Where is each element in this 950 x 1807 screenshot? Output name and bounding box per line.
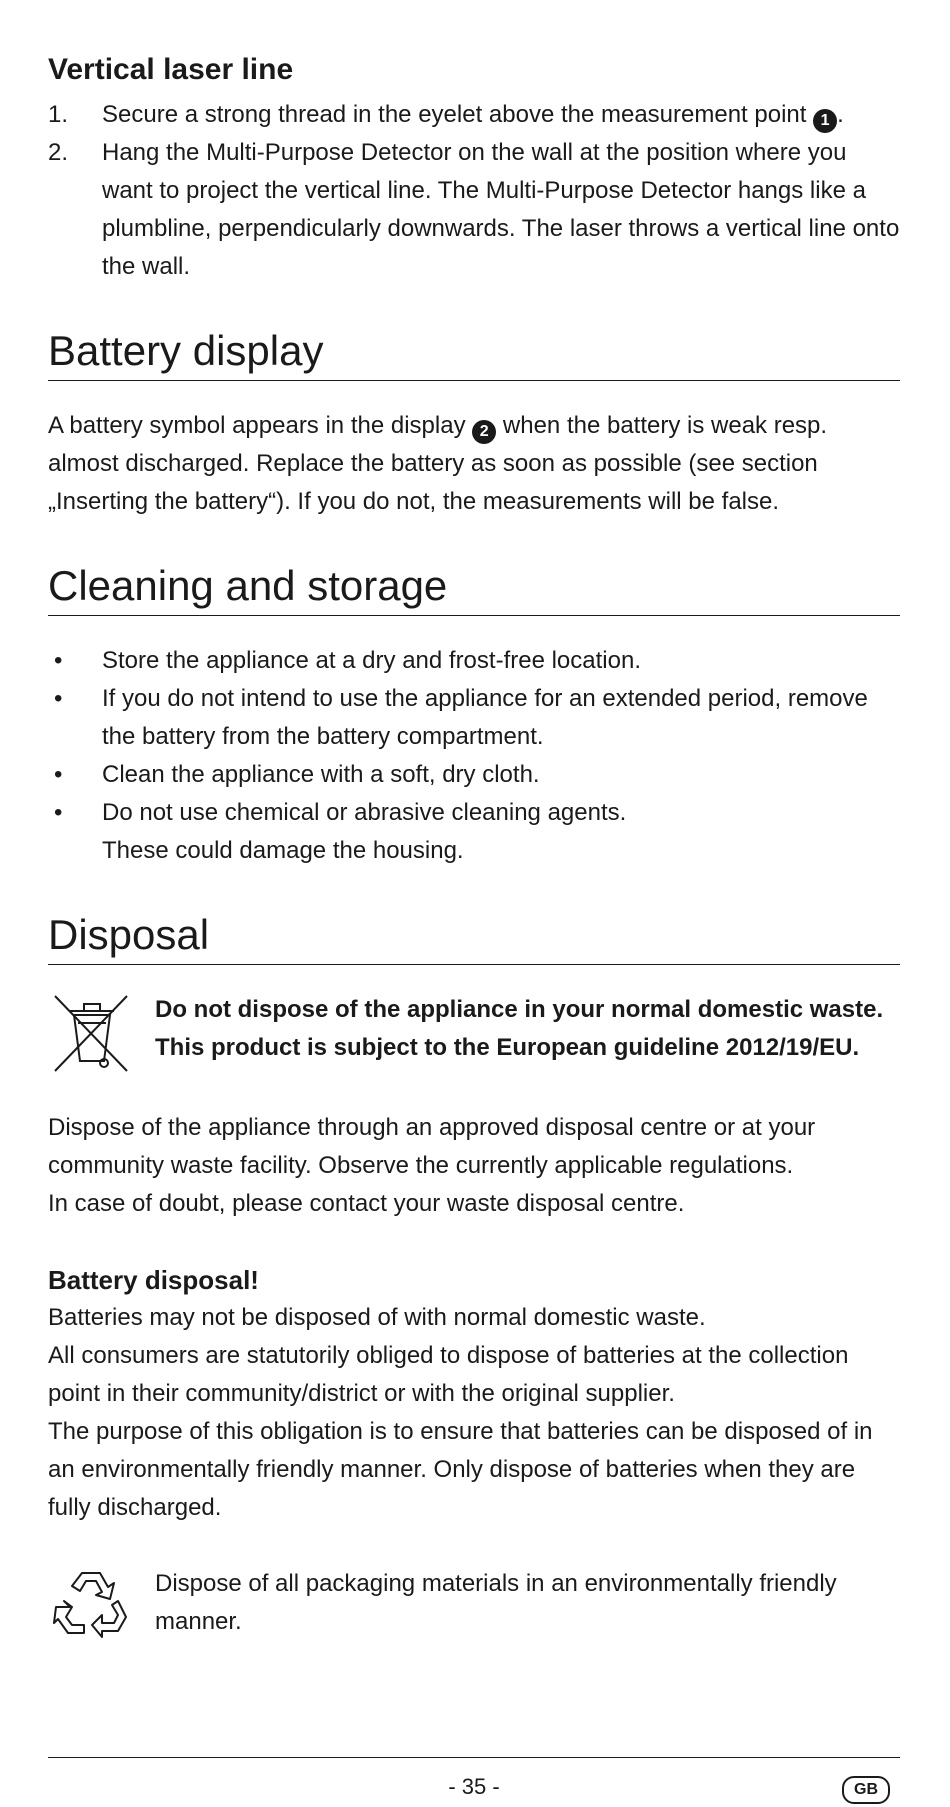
packaging-block	[48, 1565, 900, 1645]
step-text-end: .	[837, 101, 844, 128]
country-badge: GB	[842, 1776, 890, 1804]
list-item	[48, 642, 900, 680]
step-number: 1.	[48, 101, 69, 128]
page-footer	[48, 1757, 900, 1807]
step-item	[48, 134, 900, 286]
page-content	[48, 52, 900, 1645]
battery-display-paragraph	[48, 407, 900, 521]
packaging-text: Dispose of all packaging materials in an environmentally friendly manner.	[155, 1570, 837, 1635]
bullet-icon: •	[54, 685, 63, 712]
disposal-warning-text: Do not dispose of the appliance in your normal domestic waste. This product is subject to the European guideline 2012/19/EU.	[155, 996, 884, 1061]
battery-display-heading: Battery display	[48, 326, 900, 381]
vertical-laser-heading: Vertical laser line	[48, 53, 294, 86]
bullet-icon: •	[54, 647, 63, 674]
bullet-icon: •	[54, 799, 63, 826]
reference-number-icon: 2	[472, 420, 496, 444]
battery-display-text: A battery symbol appears in the display	[48, 412, 473, 439]
list-item-text: Do not use chemical or abrasive cleaning agents.	[102, 799, 627, 826]
battery-disposal-line2: All consumers are statutorily obliged to dispose of batteries at the collection point in their community/district or with the original supplier.	[48, 1342, 849, 1407]
battery-display-text-end: when the battery is weak resp. almost discharged. Replace the battery as soon as possible (see section „Inserting the battery“). If you do not, the measurements will be false.	[48, 412, 828, 515]
step-item	[48, 96, 900, 134]
step-text: Secure a strong thread in the eyelet above the measurement point	[102, 101, 814, 128]
step-text: Hang the Multi-Purpose Detector on the wall at the position where you want to project the vertical line. The Multi-Purpose Detector hangs like a plumbline, perpendicularly downwards. The laser throws a vertical line onto the wall.	[102, 139, 900, 280]
step-number: 2.	[48, 139, 69, 166]
battery-disposal-heading: Battery disposal!	[48, 1265, 259, 1295]
list-item	[48, 794, 900, 870]
battery-disposal-line3: The purpose of this obligation is to ensure that batteries can be disposed of in an environmentally friendly manner. Only dispose of batteries when they are fully discharged.	[48, 1418, 873, 1521]
vertical-laser-steps	[48, 96, 900, 286]
cleaning-list	[48, 642, 900, 870]
list-item-text-line2: These could damage the housing.	[102, 837, 464, 864]
recycling-icon	[52, 1567, 130, 1644]
list-item	[48, 756, 900, 794]
cleaning-heading: Cleaning and storage	[48, 561, 900, 616]
disposal-warning-block	[48, 991, 900, 1071]
disposal-heading: Disposal	[48, 910, 900, 965]
list-item-text: If you do not intend to use the appliance for an extended period, remove the battery from the battery compartment.	[102, 685, 868, 750]
disposal-paragraph	[48, 1109, 900, 1223]
battery-disposal-line1: Batteries may not be disposed of with normal domestic waste.	[48, 1304, 706, 1331]
list-item-text: Clean the appliance with a soft, dry cloth.	[102, 761, 540, 788]
reference-number-icon: 1	[813, 109, 837, 133]
crossed-out-wheelie-bin-icon	[52, 993, 130, 1082]
list-item-text: Store the appliance at a dry and frost-free location.	[102, 647, 641, 674]
disposal-text: Dispose of the appliance through an approved disposal centre or at your community waste facility. Observe the currently applicable regulations.	[48, 1114, 816, 1179]
list-item	[48, 680, 900, 756]
page-number: - 35 -	[448, 1774, 500, 1799]
disposal-text-line2: In case of doubt, please contact your waste disposal centre.	[48, 1190, 685, 1217]
bullet-icon: •	[54, 761, 63, 788]
